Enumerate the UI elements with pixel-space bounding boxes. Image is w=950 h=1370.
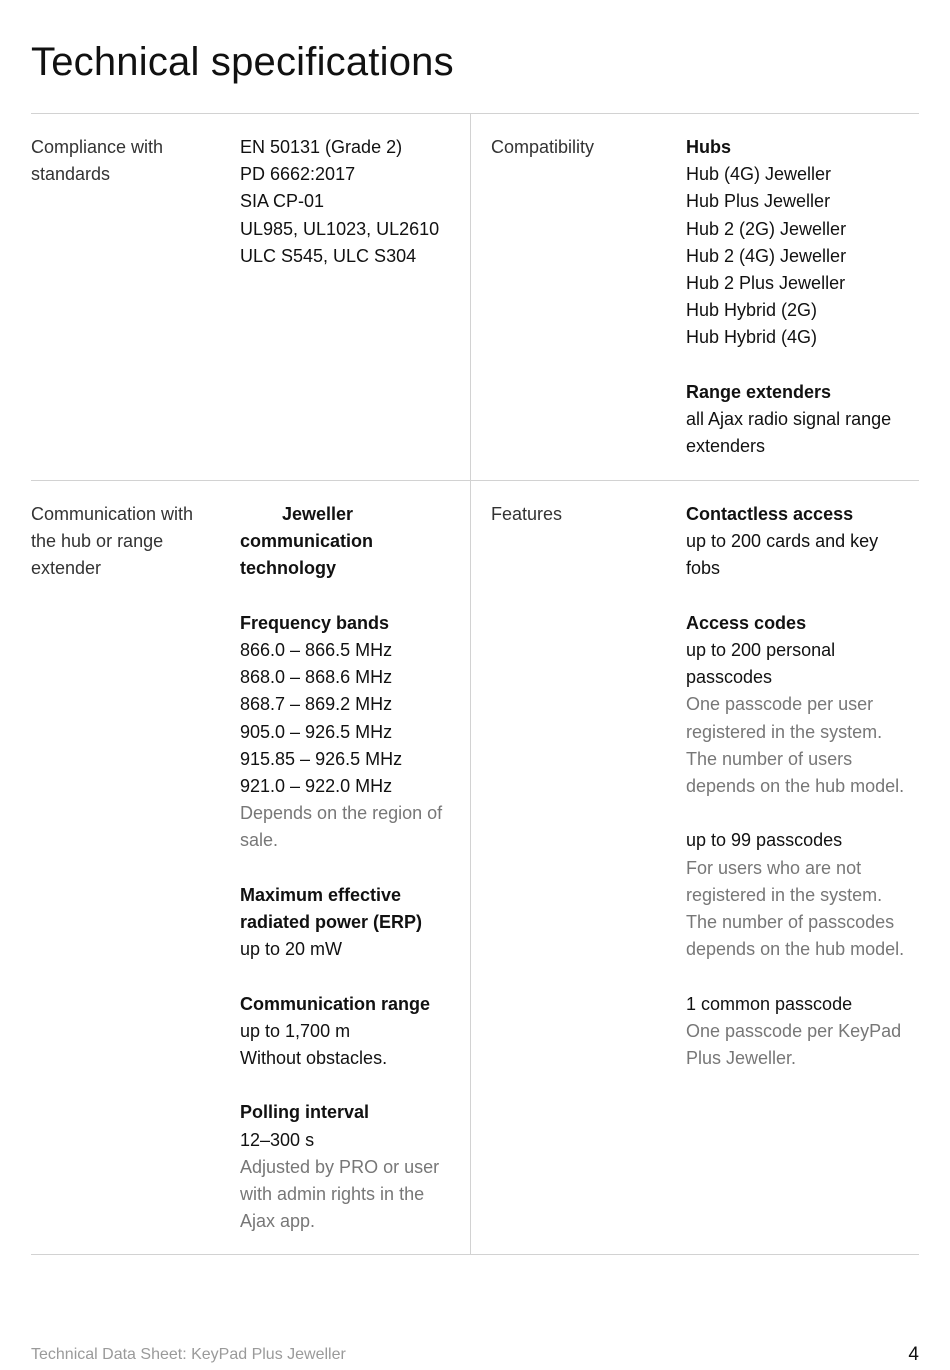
- range-note: Without obstacles.: [240, 1048, 388, 1069]
- divider-bottom: [31, 1254, 919, 1255]
- frequency-band: 905.0 – 926.5 MHz: [240, 721, 393, 742]
- contactless-heading: Contactless access: [686, 504, 854, 524]
- compliance-values: [240, 134, 465, 270]
- divider-top: [31, 113, 919, 114]
- jeweller-heading: Jeweller communication technology: [240, 504, 374, 579]
- hub-item: Hub Hybrid (4G): [686, 327, 818, 348]
- range-extenders-line: extenders: [686, 436, 766, 457]
- compliance-line: UL985, UL1023, UL2610: [240, 218, 440, 239]
- label-compatibility: Compatibility: [491, 137, 595, 157]
- frequency-band: 868.7 – 869.2 MHz: [240, 694, 393, 715]
- page-number: 4: [908, 1344, 919, 1365]
- guest-passcodes-note: For users who are not registered in the system. The number of passcodes depends on the hub model.: [686, 857, 905, 960]
- page-title: Technical specifications: [31, 40, 454, 84]
- common-passcode-value: 1 common passcode: [686, 993, 853, 1014]
- label-communication: Communication with the hub or range extender: [31, 504, 194, 579]
- range-extenders-line: all Ajax radio signal range: [686, 409, 892, 430]
- hub-item: Hub Hybrid (2G): [686, 300, 818, 321]
- compliance-line: EN 50131 (Grade 2): [240, 137, 403, 157]
- range-heading: Communication range: [240, 993, 431, 1014]
- compatibility-values: [686, 134, 916, 460]
- range-extenders-heading: Range extenders: [686, 381, 832, 402]
- frequency-bands-heading: Frequency bands: [240, 612, 390, 633]
- common-passcode-note: One passcode per KeyPad Plus Jeweller.: [686, 1020, 902, 1069]
- communication-values: [240, 501, 455, 1235]
- compliance-line: ULC S545, ULC S304: [240, 245, 417, 266]
- label-compliance: Compliance with standards: [31, 137, 164, 185]
- hubs-heading: Hubs: [686, 137, 731, 157]
- guest-passcodes-value: up to 99 passcodes: [686, 830, 843, 851]
- compliance-line: SIA CP-01: [240, 191, 325, 212]
- polling-note: Adjusted by PRO or user with admin rights in the Ajax app.: [240, 1156, 440, 1232]
- access-codes-heading: Access codes: [686, 612, 807, 633]
- features-values: [686, 501, 908, 1072]
- hub-item: Hub 2 (4G) Jeweller: [686, 245, 847, 266]
- erp-value: up to 20 mW: [240, 939, 343, 960]
- hub-item: Hub Plus Jeweller: [686, 191, 831, 212]
- polling-heading: Polling interval: [240, 1102, 370, 1123]
- contactless-value: up to 200 cards and key fobs: [686, 531, 879, 579]
- footer-document-title: Technical Data Sheet: KeyPad Plus Jeweller: [31, 1346, 346, 1363]
- hub-item: Hub (4G) Jeweller: [686, 164, 832, 185]
- frequency-band: 868.0 – 868.6 MHz: [240, 667, 393, 688]
- divider-middle: [31, 480, 919, 481]
- personal-passcodes-note: One passcode per user registered in the system. The number of users depends on the hub model.: [686, 694, 905, 797]
- label-features: Features: [491, 504, 563, 524]
- hub-item: Hub 2 Plus Jeweller: [686, 273, 846, 294]
- hub-item: Hub 2 (2G) Jeweller: [686, 218, 847, 239]
- compliance-line: PD 6662:2017: [240, 164, 356, 185]
- divider-vertical: [470, 114, 471, 1254]
- erp-heading: Maximum effective radiated power (ERP): [240, 884, 423, 933]
- polling-value: 12–300 s: [240, 1129, 315, 1150]
- frequency-band: 866.0 – 866.5 MHz: [240, 640, 393, 660]
- frequency-band: 921.0 – 922.0 MHz: [240, 776, 393, 797]
- range-value: up to 1,700 m: [240, 1020, 351, 1041]
- frequency-note: Depends on the region of sale.: [240, 803, 443, 851]
- frequency-band: 915.85 – 926.5 MHz: [240, 748, 403, 769]
- personal-passcodes-value: up to 200 personal passcodes: [686, 640, 836, 688]
